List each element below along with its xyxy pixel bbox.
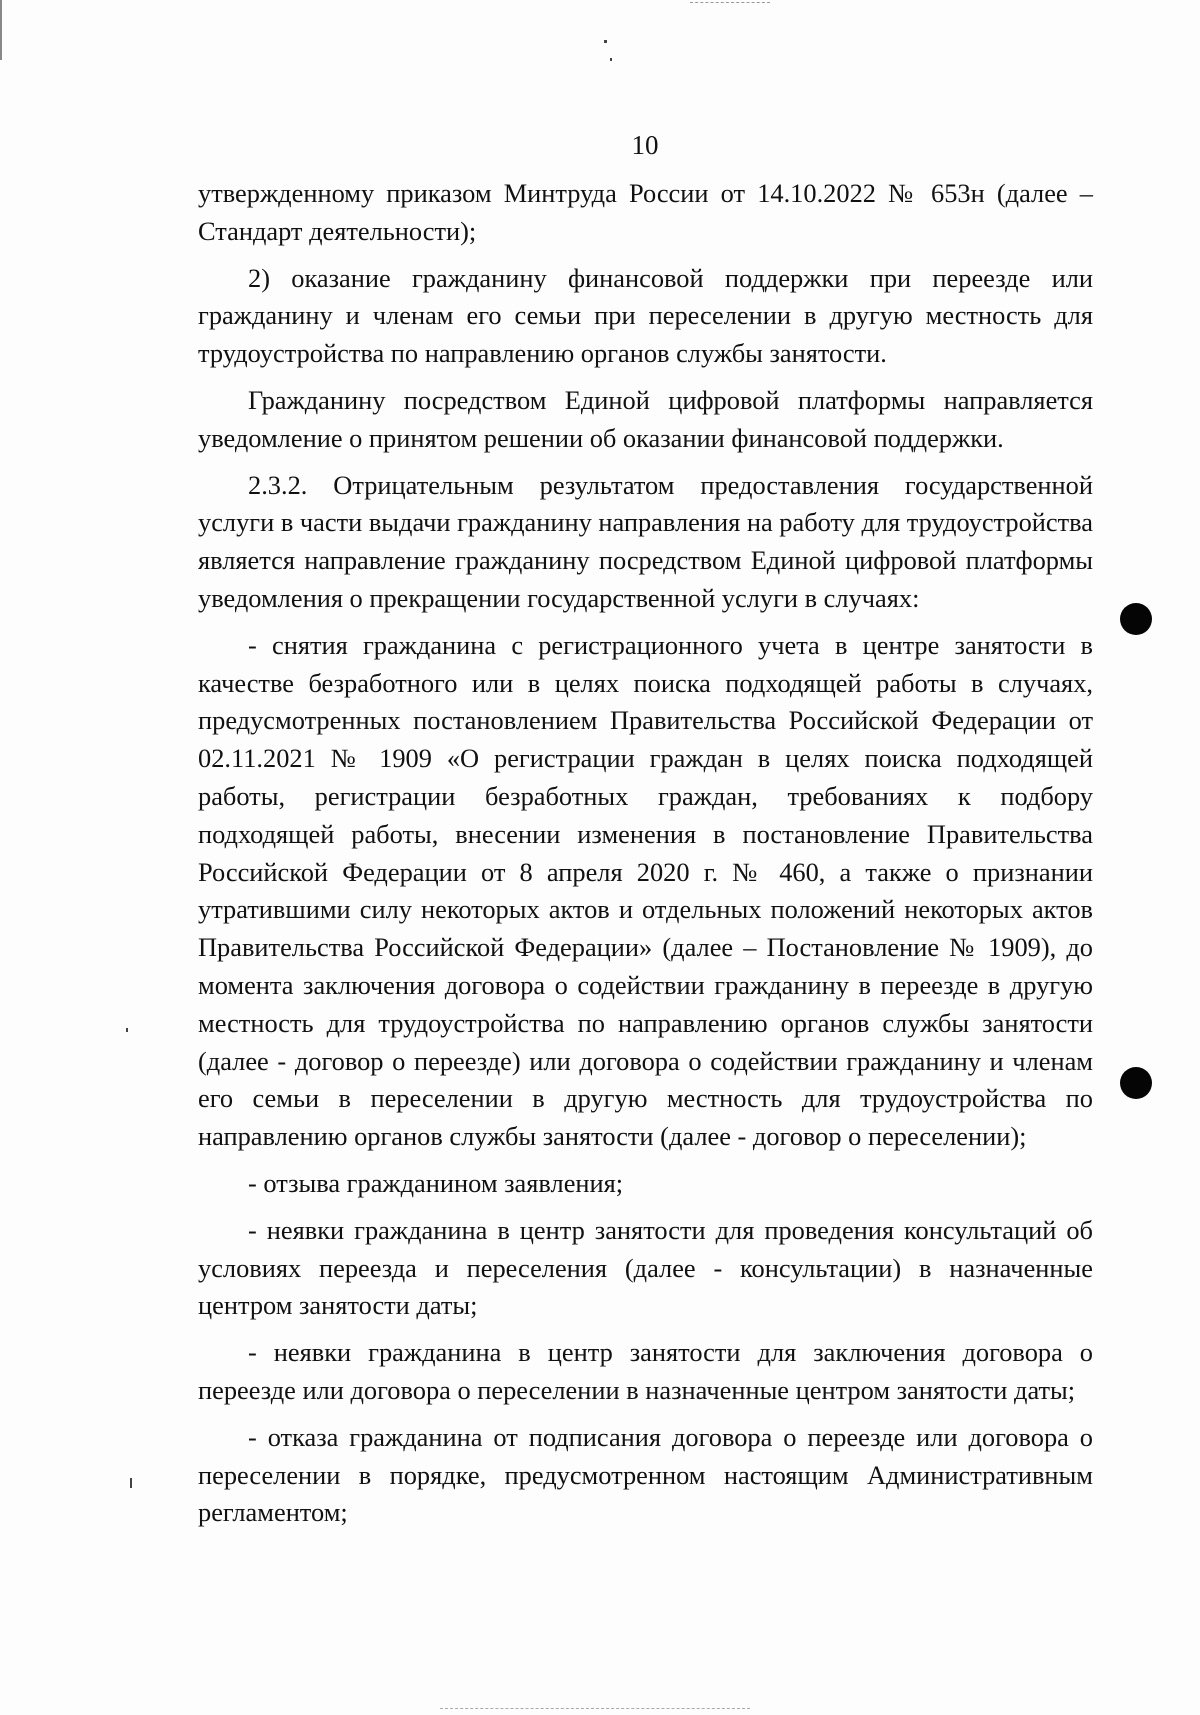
list-item-withdrawal: - отзыва гражданином заявления; — [248, 1167, 624, 1198]
punch-hole-mark — [1120, 1067, 1152, 1099]
scan-speck — [126, 1028, 128, 1032]
scan-edge-mark — [0, 0, 2, 60]
scan-speck — [604, 40, 607, 43]
scan-speck — [610, 58, 612, 61]
scan-speck — [130, 1478, 132, 1488]
list-item-no-show-contract: - неявки гражданина в центр занятости для заключения договора о переезде или договора о переселении в назначенные центром занятости даты; — [198, 1337, 1093, 1405]
paragraph-item-2: 2) оказание гражданину финансовой поддержки при переезде или гражданину и членам его семьи при переселении в другую местность для трудоустройства по направлению органов службы занятости. — [198, 262, 1093, 369]
list-item-refusal: - отказа гражданина от подписания договора о переезде или договора о переселении в порядке, предусмотренном настоящим Административным регламентом; — [198, 1421, 1093, 1528]
scan-bottom-mark — [440, 1708, 750, 1710]
list-item-deregistration: - снятия гражданина с регистрационного учета в центре занятости в качестве безработного или в целях поиска подходящей работы в случаях, предусмотренных постановлением Правительства Российской Федерации от 02.11.2021 № 1909 «О регистрации граждан в целях поиска подходящей работы, регистрации безработных граждан, требованиях к подбору подходящей работы, внесении изменения в постановление Правительства Российской Федерации от 8 апреля 2020 г. № 460, а также о признании утратившими силу некоторых актов и отдельных положений некоторых актов Правительства Российской Федерации» (далее – Постановление № 1909), до момента заключения договора о содействии гражданину в переезде в другую местность для трудоустройства по направлению органов службы занятости (далее - договор о переезде) или договора о содействии гражданину и членам его семьи в переселении в другую местность для трудоустройства по направлению органов службы занятости (далее - договор о переселении); — [198, 629, 1093, 1152]
scan-top-mark — [690, 2, 770, 4]
paragraph-notification: Гражданину посредством Единой цифровой платформы направляется уведомление о принятом решении об оказании финансовой поддержки. — [198, 384, 1093, 453]
page-number: 10 — [631, 130, 659, 160]
list-item-no-show-consultation: - неявки гражданина в центр занятости для проведения консультаций об условиях переезда и переселения (далее - консультации) в назначенные центром занятости даты; — [198, 1214, 1093, 1321]
document-body — [198, 175, 1093, 1532]
paragraph-continuation: утвержденному приказом Минтруда России от 14.10.2022 № 653н (далее – Стандарт деятельности); — [198, 178, 1093, 246]
punch-hole-mark — [1120, 603, 1152, 635]
paragraph-section-2-3-2: 2.3.2. Отрицательным результатом предоставления государственной услуги в части выдачи гражданину направления на работу для трудоустройства является направление гражданину посредством Единой цифровой платформы уведомления о прекращении государственной услуги в случаях: — [198, 469, 1093, 613]
